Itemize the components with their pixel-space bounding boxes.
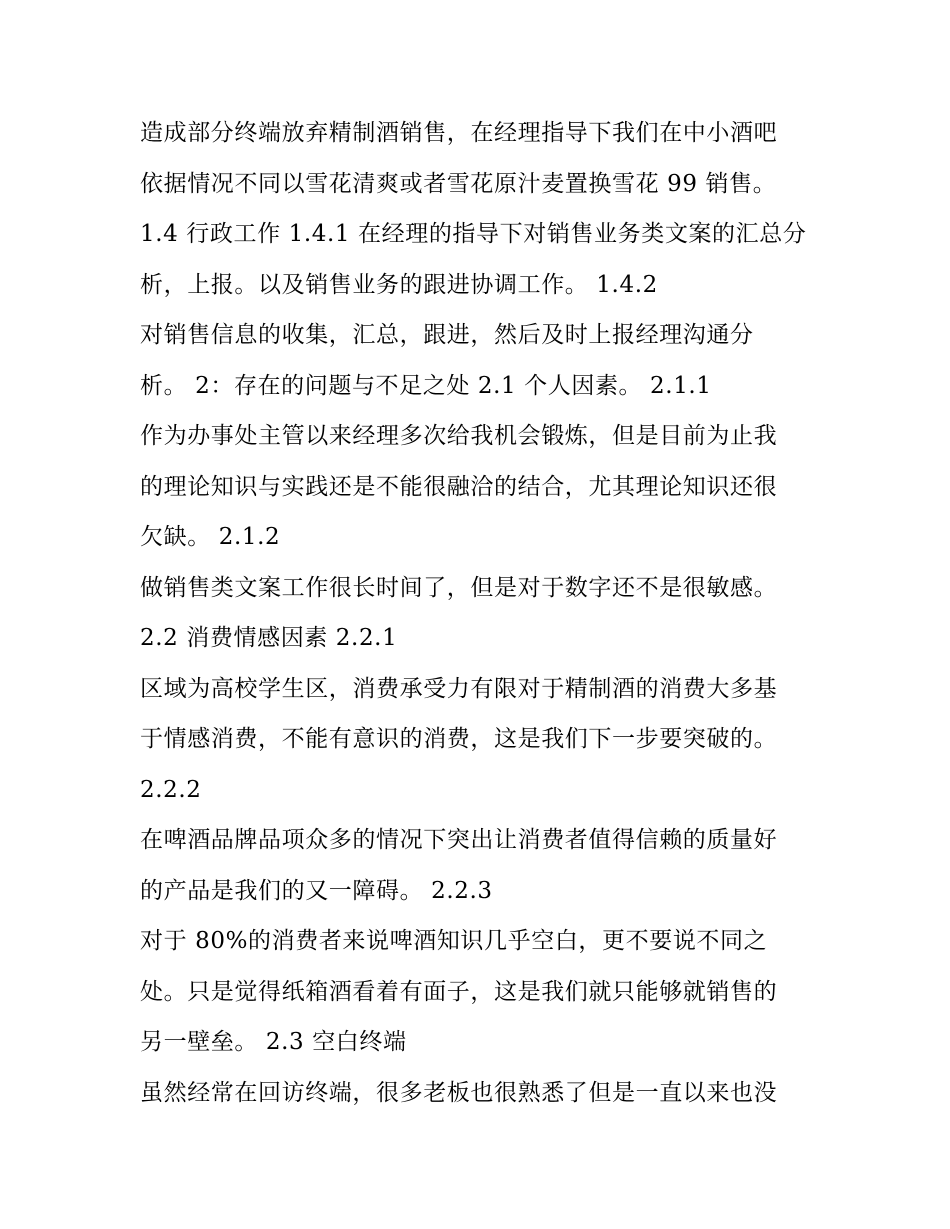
text-line: 欠缺。 2.1.2 (140, 524, 281, 550)
text-line: 2.2 消费情感因素 2.2.1 (140, 625, 398, 651)
text-line: 析，上报。以及销售业务的跟进协调工作。 1.4.2 (140, 271, 658, 298)
text-line: 依据情况不同以雪花清爽或者雪花原汁麦置换雪花 99 销售。 (140, 170, 777, 197)
text-line: 区域为高校学生区，消费承受力有限对于精制酒的消费大多基 (140, 675, 778, 702)
text-line: 于情感消费，不能有意识的消费，这是我们下一步要突破的。 (140, 726, 778, 752)
text-line: 另一壁垒。 2.3 空白终端 (140, 1029, 407, 1055)
text-line: 对销售信息的收集，汇总，跟进，然后及时上报经理沟通分 (140, 322, 754, 348)
text-line: 虽然经常在回访终端，很多老板也很熟悉了但是一直以来也没 (140, 1079, 778, 1106)
text-line: 的理论知识与实践还是不能很融洽的结合，尤其理论知识还很 (140, 473, 778, 500)
text-line: 2.2.2 (140, 776, 202, 803)
body-text (140, 108, 830, 1118)
text-line: 1.4 行政工作 1.4.1 在经理的指导下对销售业务类文案的汇总分 (140, 221, 807, 247)
text-line: 做销售类文案工作很长时间了，但是对于数字还不是很敏感。 (140, 574, 778, 601)
text-line: 对于 80%的消费者来说啤酒知识几乎空白，更不要说不同之 (140, 928, 768, 954)
text-line: 的产品是我们的又一障碍。 2.2.3 (140, 877, 493, 904)
text-line: 造成部分终端放弃精制酒销售，在经理指导下我们在中小酒吧 (140, 120, 778, 146)
text-line: 作为办事处主管以来经理多次给我机会锻炼，但是目前为止我 (140, 423, 778, 449)
text-line: 在啤酒品牌品项众多的情况下突出让消费者值得信赖的质量好 (140, 827, 778, 853)
text-line: 析。 2：存在的问题与不足之处 2.1 个人因素。 2.1.1 (140, 372, 712, 399)
text-line: 处。只是觉得纸箱酒看着有面子，这是我们就只能够就销售的 (140, 978, 778, 1005)
